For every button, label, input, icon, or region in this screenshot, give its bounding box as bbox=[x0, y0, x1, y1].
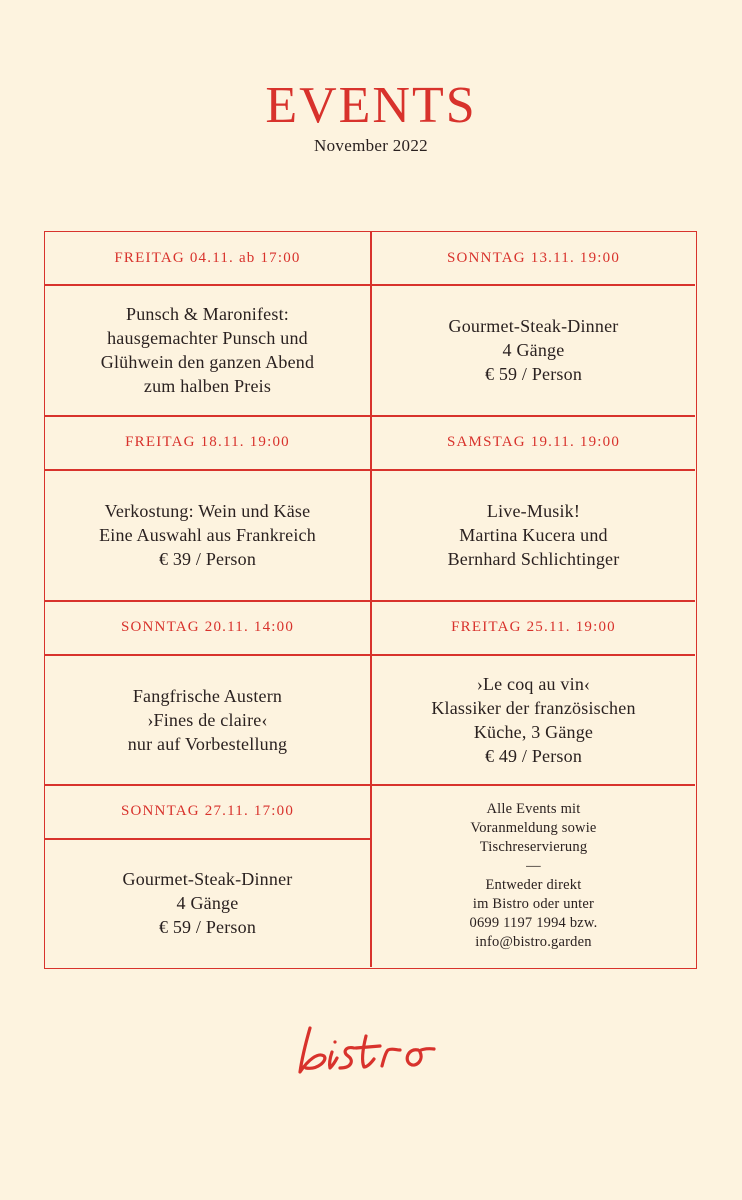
event-description: ›Le coq au vin‹ Klassiker der französischen Küche, 3 Gänge € 49 / Person bbox=[431, 673, 636, 766]
event-date: SONNTAG 27.11. 17:00 bbox=[120, 803, 295, 819]
event-date: SONNTAG 20.11. 14:00 bbox=[120, 619, 295, 635]
reservation-info: Alle Events mit Voranmeldung sowie Tischreservierung — Entweder direkt im Bistro oder unter 0699 1197 1994 bzw. info@bistro.garden bbox=[469, 801, 598, 950]
event-description: Gourmet-Steak-Dinner 4 Gänge € 59 / Person bbox=[122, 869, 293, 937]
event-date: FREITAG 25.11. 19:00 bbox=[451, 619, 616, 635]
event-date: SAMSTAG 19.11. 19:00 bbox=[446, 434, 621, 450]
event-date: FREITAG 18.11. 19:00 bbox=[125, 434, 290, 450]
event-description: Live-Musik! Martina Kucera und Bernhard Schlichtinger bbox=[447, 501, 620, 569]
email-address: info@bistro.garden bbox=[475, 934, 592, 950]
event-description: Gourmet-Steak-Dinner 4 Gänge € 59 / Person bbox=[448, 316, 619, 384]
event-description: Verkostung: Wein und Käse Eine Auswahl aus Frankreich € 39 / Person bbox=[99, 501, 316, 569]
phone-number: 0699 1197 1994 bzw. bbox=[469, 915, 598, 931]
event-description: Fangfrische Austern ›Fines de claire‹ nur auf Vorbestellung bbox=[127, 685, 288, 754]
bistro-logo bbox=[296, 1020, 448, 1080]
page-subtitle: November 2022 bbox=[314, 136, 428, 155]
page-title: EVENTS bbox=[265, 77, 477, 134]
info-separator: — bbox=[526, 858, 541, 874]
events-grid bbox=[44, 231, 697, 969]
event-date: FREITAG 04.11. ab 17:00 bbox=[114, 250, 301, 266]
event-date: SONNTAG 13.11. 19:00 bbox=[446, 250, 621, 266]
event-description: Punsch & Maronifest: hausgemachter Punsch und Glühwein den ganzen Abend zum halben Preis bbox=[100, 304, 315, 396]
